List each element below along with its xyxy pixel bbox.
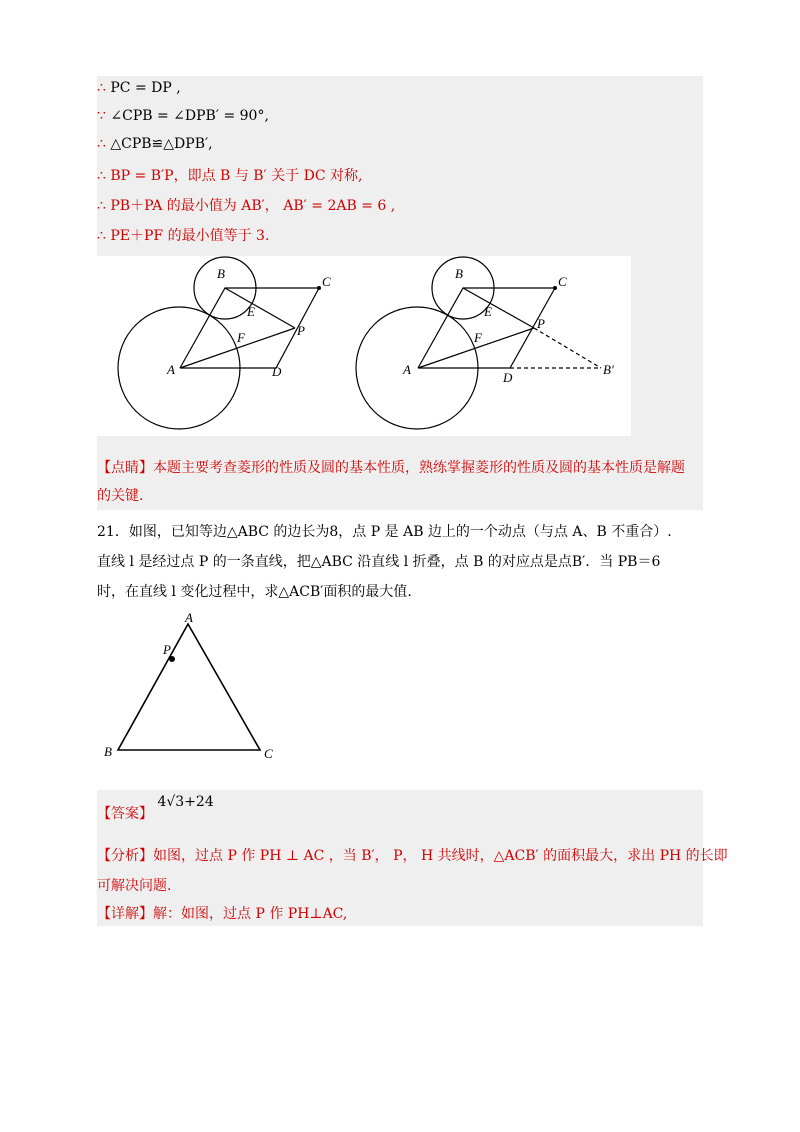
left-label-E: E [247, 304, 255, 319]
right-label-E: E [484, 304, 492, 319]
left-label-D: D [272, 364, 282, 379]
triangle-label-A: A [185, 610, 193, 625]
triangle-label-B: B [104, 744, 112, 759]
solution-line-1: ∴ PC = DP , [97, 80, 181, 96]
left-point-C [317, 286, 321, 290]
right-label-A: A [403, 362, 411, 377]
question-21-line-3: 时，在直线 l 变化过程中，求△ACB′面积的最大值. [97, 584, 412, 600]
right-line-BP [463, 288, 534, 328]
left-label-P: P [297, 323, 305, 338]
solution-line-2: ∵ ∠CPB = ∠DPB′ = 90°, [97, 108, 269, 124]
left-label-B: B [217, 266, 225, 281]
analysis-line-2: 可解决问题. [97, 878, 172, 894]
solution-line-5: ∴ PB＋PA 的最小值为 AB′， AB′ = 2AB = 6 , [97, 198, 396, 214]
question-21-line-2: 直线 l 是经过点 P 的一条直线，把△ABC 沿直线 l 折叠，点 B 的对应点是点B′．当 PB＝6 [97, 554, 661, 570]
triangle-label-P: P [163, 642, 171, 657]
answer-value: 4√3+24 [157, 794, 214, 810]
comment-line-2: 的关键. [97, 488, 144, 504]
triangle-ABC [118, 624, 260, 750]
solution-line-4: ∴ BP = B′P，即点 B 与 B′ 关于 DC 对称, [97, 168, 363, 184]
left-figure [118, 257, 319, 429]
right-dashed-PB2 [534, 328, 601, 368]
right-label-P: P [537, 316, 545, 331]
answer-line: 【答案】 4√3+24 [97, 794, 214, 822]
detail-line: 【详解】解：如图，过点 P 作 PH⊥AC, [97, 906, 348, 922]
solution-line-6: ∴ PE＋PF 的最小值等于 3. [97, 228, 270, 244]
rhombus-circle-figures [97, 256, 631, 436]
figures-svg [97, 256, 631, 436]
right-label-F: F [474, 330, 482, 345]
question-21-line-1: 21．如图，已知等边△ABC 的边长为8，点 P 是 AB 边上的一个动点（与点 A、B 不重合）. [97, 524, 672, 540]
left-label-C: C [322, 274, 331, 289]
triangle-figure [97, 610, 297, 770]
right-label-B: B [455, 266, 463, 281]
triangle-label-C: C [264, 746, 273, 761]
left-label-A: A [167, 362, 175, 377]
analysis-line-1: 【分析】如图，过点 P 作 PH ⊥ AC ，当 B′， P， H 共线时，△ACB′ 的面积最大，求出 PH 的长即 [97, 848, 728, 864]
left-label-F: F [237, 330, 245, 345]
right-point-C [553, 286, 557, 290]
solution-line-3: ∴ △CPB≌△DPB′, [97, 136, 213, 152]
left-line-BP [225, 288, 295, 328]
right-label-B-prime: B′ [603, 362, 614, 377]
right-label-C: C [558, 274, 567, 289]
right-label-D: D [503, 370, 513, 385]
comment-line-1: 【点睛】本题主要考查菱形的性质及圆的基本性质，熟练掌握菱形的性质及圆的基本性质是解题 [97, 460, 685, 476]
